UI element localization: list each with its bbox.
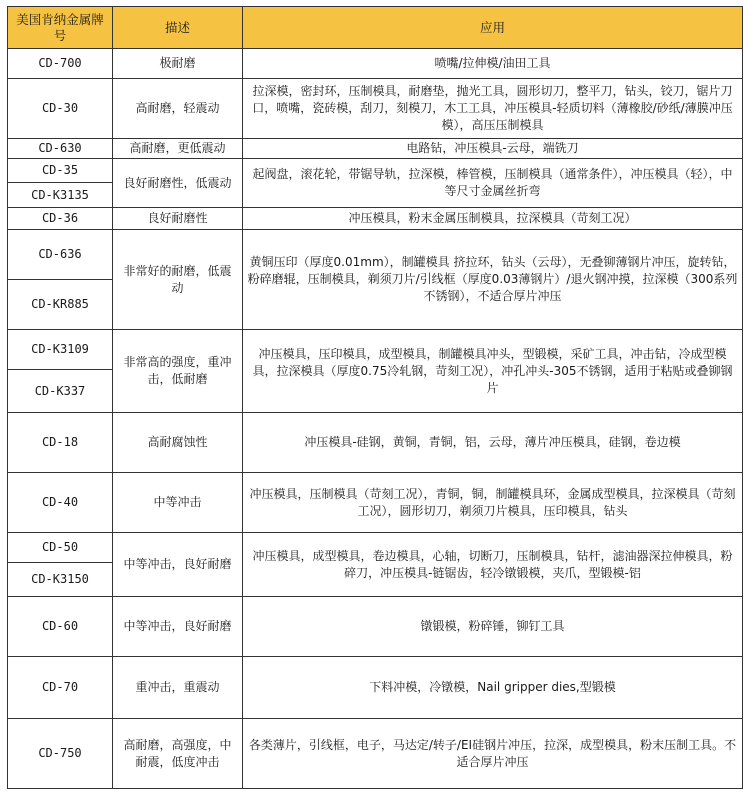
grade-cell: CD-36 (8, 208, 113, 230)
application-cell: 拉深模，密封环，压制模具，耐磨垫，抛光工具，圆形切刀，整平刀，钻头，铰刀，锯片刀口，喷嘴，瓷砖模，刮刀，刻模刀，木工工具，冲压模具-轻质切料（薄橡胶/砂纸/薄膜冲压模），高压压制模具 (243, 79, 743, 139)
description-cell: 高耐磨，高强度，中耐震，低度冲击 (113, 719, 243, 789)
grade-cell: CD-636 (8, 230, 113, 280)
table-row (8, 49, 743, 79)
grade-cell: CD-K337 (8, 370, 113, 413)
description-cell: 高耐磨，更低震动 (113, 139, 243, 159)
description-cell: 极耐磨 (113, 49, 243, 79)
grade-cell: CD-35 (8, 159, 113, 183)
table-row (8, 159, 743, 183)
grade-cell: CD-60 (8, 597, 113, 657)
grade-cell: CD-K3135 (8, 183, 113, 208)
grade-cell: CD-750 (8, 719, 113, 789)
grade-cell: CD-KR885 (8, 280, 113, 330)
table-row (8, 208, 743, 230)
grade-cell: CD-50 (8, 533, 113, 563)
table-row (8, 413, 743, 473)
description-cell: 良好耐磨性，低震动 (113, 159, 243, 208)
description-cell: 高耐磨，轻震动 (113, 79, 243, 139)
description-cell: 非常高的强度，重冲击，低耐磨 (113, 330, 243, 413)
application-cell: 黄铜压印（厚度0.01mm），制罐模具 挤拉环，钻头（云母），无叠铆薄钢片冲压，旋转钻，粉碎磨辊，压制模具，剃须刀片/引线框（厚度0.03薄钢片）/退火钢冲摸，拉深模（300系列不锈钢），不适合厚片冲压 (243, 230, 743, 330)
application-cell: 镦锻模，粉碎锤，铆钉工具 (243, 597, 743, 657)
grade-cell: CD-700 (8, 49, 113, 79)
description-cell: 良好耐磨性 (113, 208, 243, 230)
application-cell: 起阀盘，滚花轮，带锯导轨，拉深模，棒管模，压制模具（通常条件），冲压模具（轻），中等尺寸金属丝折弯 (243, 159, 743, 208)
header-application: 应用 (243, 7, 743, 49)
grade-cell: CD-K3109 (8, 330, 113, 370)
application-cell: 冲压模具，成型模具，卷边模具，心轴，切断刀，压制模具，钻杆，滤油器深拉伸模具，粉碎刀，冲压模具-链锯齿，轻冷镦锻模，夹爪，型锻模-铝 (243, 533, 743, 597)
application-cell: 冲压模具，粉末金属压制模具，拉深模具（苛刻工况） (243, 208, 743, 230)
application-cell: 各类薄片，引线框，电子，马达定/转子/EI硅钢片冲压，拉深，成型模具，粉末压制工具。不适合厚片冲压 (243, 719, 743, 789)
grade-table (7, 6, 743, 789)
application-cell: 冲压模具，压印模具，成型模具，制罐模具冲头，型锻模，采矿工具，冲击钻，冷成型模具，拉深模具（厚度0.75冷轧钢，苛刻工况），冲孔冲头-305不锈钢，适用于粘贴或叠铆钢片 (243, 330, 743, 413)
table-row (8, 79, 743, 139)
grade-cell: CD-18 (8, 413, 113, 473)
table-row (8, 533, 743, 563)
table-row (8, 473, 743, 533)
description-cell: 非常好的耐磨，低震动 (113, 230, 243, 330)
description-cell: 中等冲击，良好耐磨 (113, 533, 243, 597)
application-cell: 电路钻，冲压模具-云母，端铣刀 (243, 139, 743, 159)
application-cell: 冲压模具-硅钢，黄铜，青铜，铝，云母，薄片冲压模具，硅钢，卷边模 (243, 413, 743, 473)
application-cell: 冲压模具，压制模具（苛刻工况），青铜，铜，制罐模具环，金属成型模具，拉深模具（苛刻工况），圆形切刀，剃须刀片模具，压印模具，钻头 (243, 473, 743, 533)
header-grade: 美国肯纳金属牌号 (8, 7, 113, 49)
description-cell: 重冲击，重震动 (113, 657, 243, 719)
description-cell: 高耐腐蚀性 (113, 413, 243, 473)
description-cell: 中等冲击 (113, 473, 243, 533)
table-row (8, 657, 743, 719)
grade-cell: CD-70 (8, 657, 113, 719)
application-cell: 下料冲模，冷镦模，Nail gripper dies,型锻模 (243, 657, 743, 719)
application-cell: 喷嘴/拉伸模/油田工具 (243, 49, 743, 79)
description-cell: 中等冲击，良好耐磨 (113, 597, 243, 657)
table-row (8, 719, 743, 789)
header-description: 描述 (113, 7, 243, 49)
header-row (8, 7, 743, 49)
grade-cell: CD-30 (8, 79, 113, 139)
grade-cell: CD-630 (8, 139, 113, 159)
table-row (8, 139, 743, 159)
table-row (8, 230, 743, 280)
table-row (8, 330, 743, 370)
grade-cell: CD-K3150 (8, 563, 113, 597)
grade-cell: CD-40 (8, 473, 113, 533)
table-row (8, 597, 743, 657)
